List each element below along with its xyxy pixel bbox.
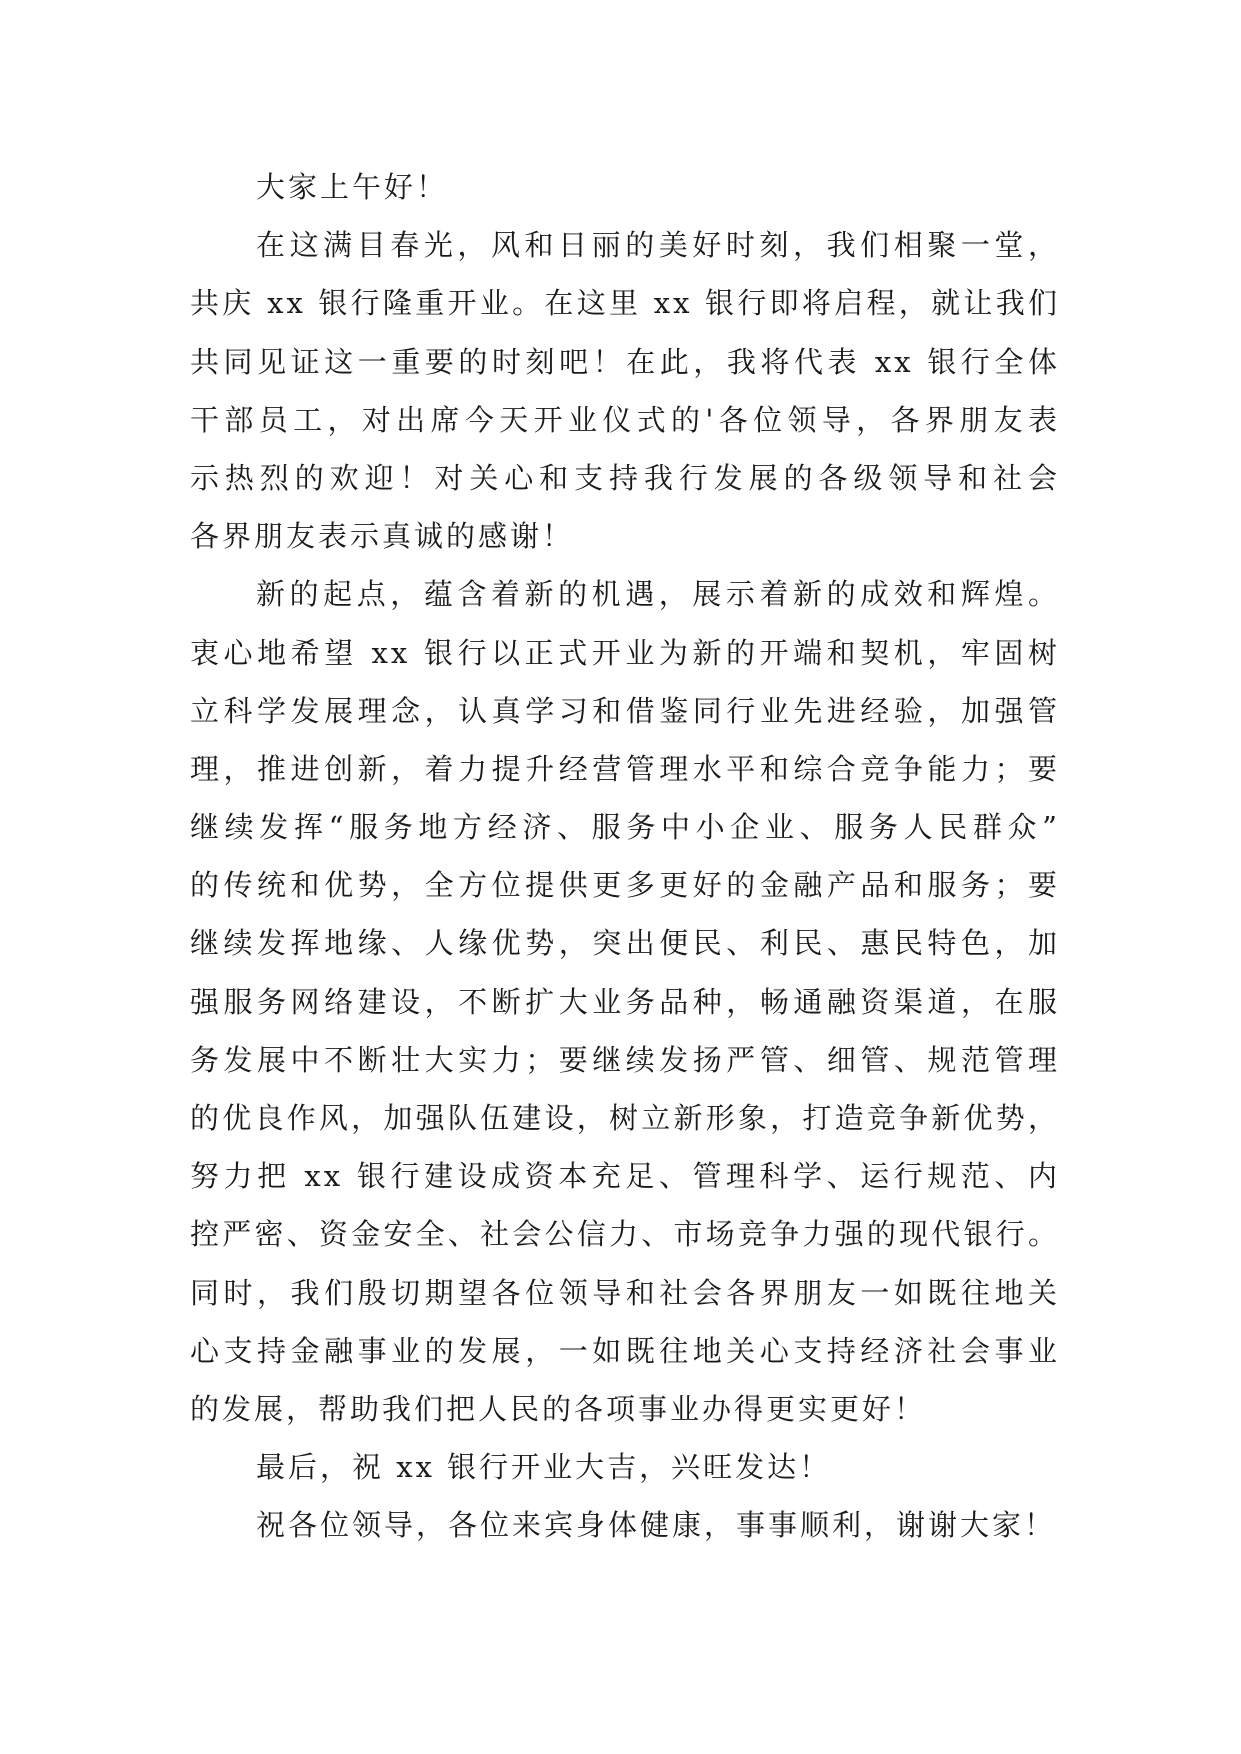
paragraph-2-line-6: 的传统和优势，全方位提供更多更好的金融产品和服务；要 [190, 868, 1060, 903]
paragraph-2-line-14: 心支持金融事业的发展，一如既往地关心支持经济社会事业 [190, 1333, 1060, 1368]
paragraph-2-line-4: 理，推进创新，着力提升经营管理水平和综合竞争能力；要 [190, 751, 1060, 786]
paragraph-2-line-10: 的优良作风，加强队伍建设，树立新形象，打造竞争新优势， [190, 1101, 1060, 1135]
paragraph-2-line-9: 务发展中不断壮大实力；要继续发扬严管、细管、规范管理 [190, 1042, 1060, 1077]
paragraph-1-line-3: 共同见证这一重要的时刻吧！在此，我将代表 xx 银行全体 [190, 344, 1060, 379]
paragraph-1-line-4: 干部员工，对出席今天开业仪式的'各位领导，各界朋友表 [190, 402, 1060, 437]
wishes-line: 祝各位领导，各位来宾身体健康，事事顺利，谢谢大家！ [256, 1508, 1057, 1543]
speech-body [190, 158, 1060, 1555]
paragraph-2-line-11: 努力把 xx 银行建设成资本充足、管理科学、运行规范、内 [190, 1159, 1060, 1194]
greeting-line: 大家上午好！ [256, 170, 449, 204]
paragraph-2-line-8: 强服务网络建设，不断扩大业务品种，畅通融资渠道，在服 [190, 984, 1060, 1019]
paragraph-2-line-15: 的发展，帮助我们把人民的各项事业办得更实更好！ [190, 1391, 927, 1426]
paragraph-2-line-7: 继续发挥地缘、人缘优势，突出便民、利民、惠民特色，加 [190, 926, 1060, 961]
paragraph-2-line-3: 立科学发展理念，认真学习和借鉴同行业先进经验，加强管 [190, 693, 1060, 728]
paragraph-2-line-13: 同时，我们殷切期望各位领导和社会各界朋友一如既往地关 [190, 1275, 1060, 1310]
paragraph-2-line-12: 控严密、资金安全、社会公信力、市场竞争力强的现代银行。 [190, 1217, 1060, 1252]
paragraph-1-line-1: 在这满目春光，风和日丽的美好时刻，我们相聚一堂， [256, 228, 1060, 263]
paragraph-1-line-5: 示热烈的欢迎！对关心和支持我行发展的各级领导和社会 [190, 460, 1060, 495]
paragraph-2-line-5: 继续发挥“服务地方经济、服务中小企业、服务人民群众” [190, 810, 1060, 845]
paragraph-2-line-1: 新的起点，蕴含着新的机遇，展示着新的成效和辉煌。 [256, 577, 1060, 612]
closing-line: 最后，祝 xx 银行开业大吉，兴旺发达！ [256, 1450, 832, 1485]
paragraph-1-line-2: 共庆 xx 银行隆重开业。在这里 xx 银行即将启程，就让我们 [190, 286, 1060, 321]
paragraph-1-line-6: 各界朋友表示真诚的感谢！ [190, 519, 575, 554]
paragraph-2-line-2: 衷心地希望 xx 银行以正式开业为新的开端和契机，牢固树 [190, 635, 1060, 670]
